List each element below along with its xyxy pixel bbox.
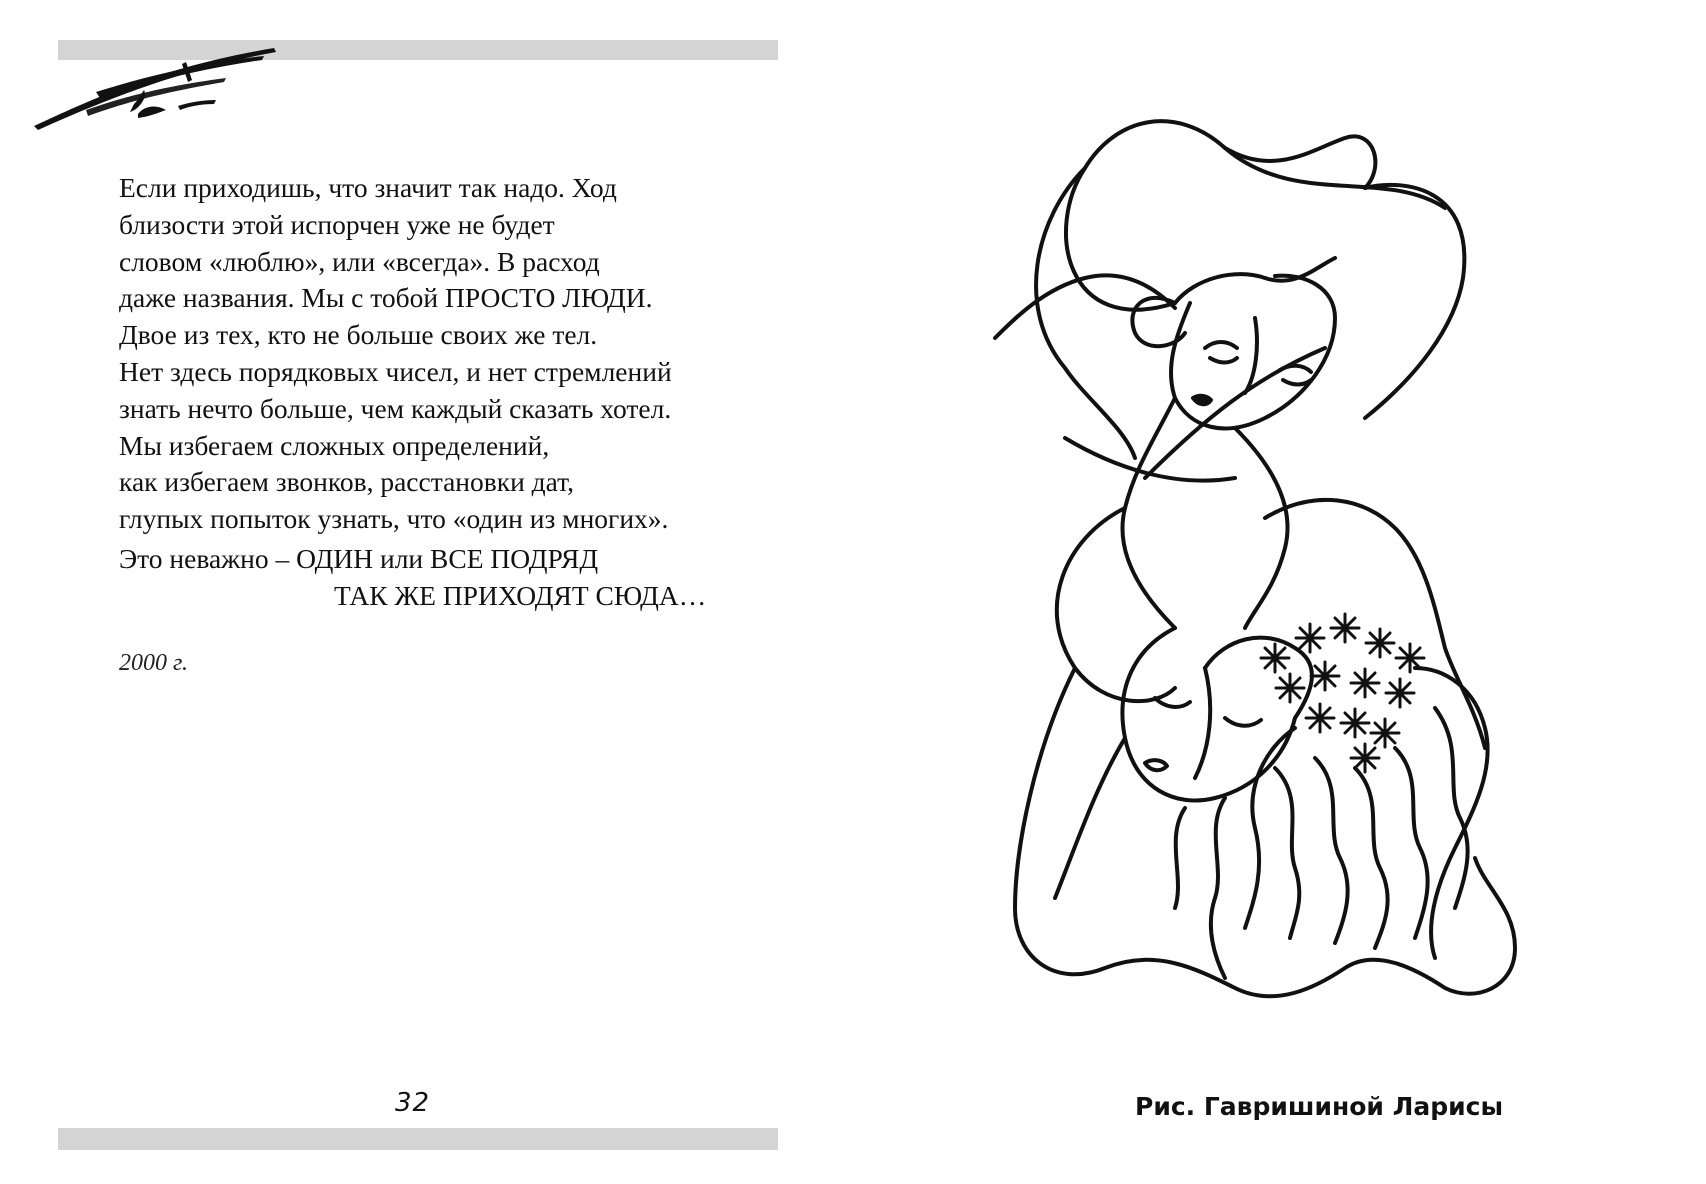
line-drawing-illustration xyxy=(975,108,1615,1008)
poem-line: даже названия. Мы с тобой ПРОСТО ЛЮДИ. xyxy=(119,282,653,314)
poem-line: Мы избегаем сложных определений, xyxy=(119,429,550,461)
footer-bar xyxy=(58,1128,778,1150)
poem-line: Это неважно – ОДИН или ВСЕ ПОДРЯД xyxy=(119,542,599,574)
poem-line: Двое из тех, кто не больше своих же тел. xyxy=(119,319,598,351)
poem-line: ТАК ЖЕ ПРИХОДЯТ СЮДА… xyxy=(334,579,707,611)
poem-line: словом «люблю», или «всегда». В расход xyxy=(119,245,600,277)
poem-line: близости этой испорчен уже не будет xyxy=(119,208,555,240)
brush-stroke-ornament xyxy=(26,40,286,140)
poem-text xyxy=(119,170,759,615)
poem-line: Нет здесь порядковых чисел, и нет стремлений xyxy=(119,355,672,387)
poem-line: знать нечто больше, чем каждый сказать хотел. xyxy=(119,392,672,424)
poem-line: как избегаем звонков, расстановки дат, xyxy=(119,466,574,498)
poem-line: Если приходишь, что значит так надо. Ход xyxy=(119,172,617,203)
poem-line: глупых попыток узнать, что «один из многих». xyxy=(119,503,669,535)
page-number: 32 xyxy=(395,1088,431,1118)
poem-date: 2000 г. xyxy=(119,650,189,676)
illustration-caption: Рис. Гавришиной Ларисы xyxy=(1135,1092,1504,1121)
